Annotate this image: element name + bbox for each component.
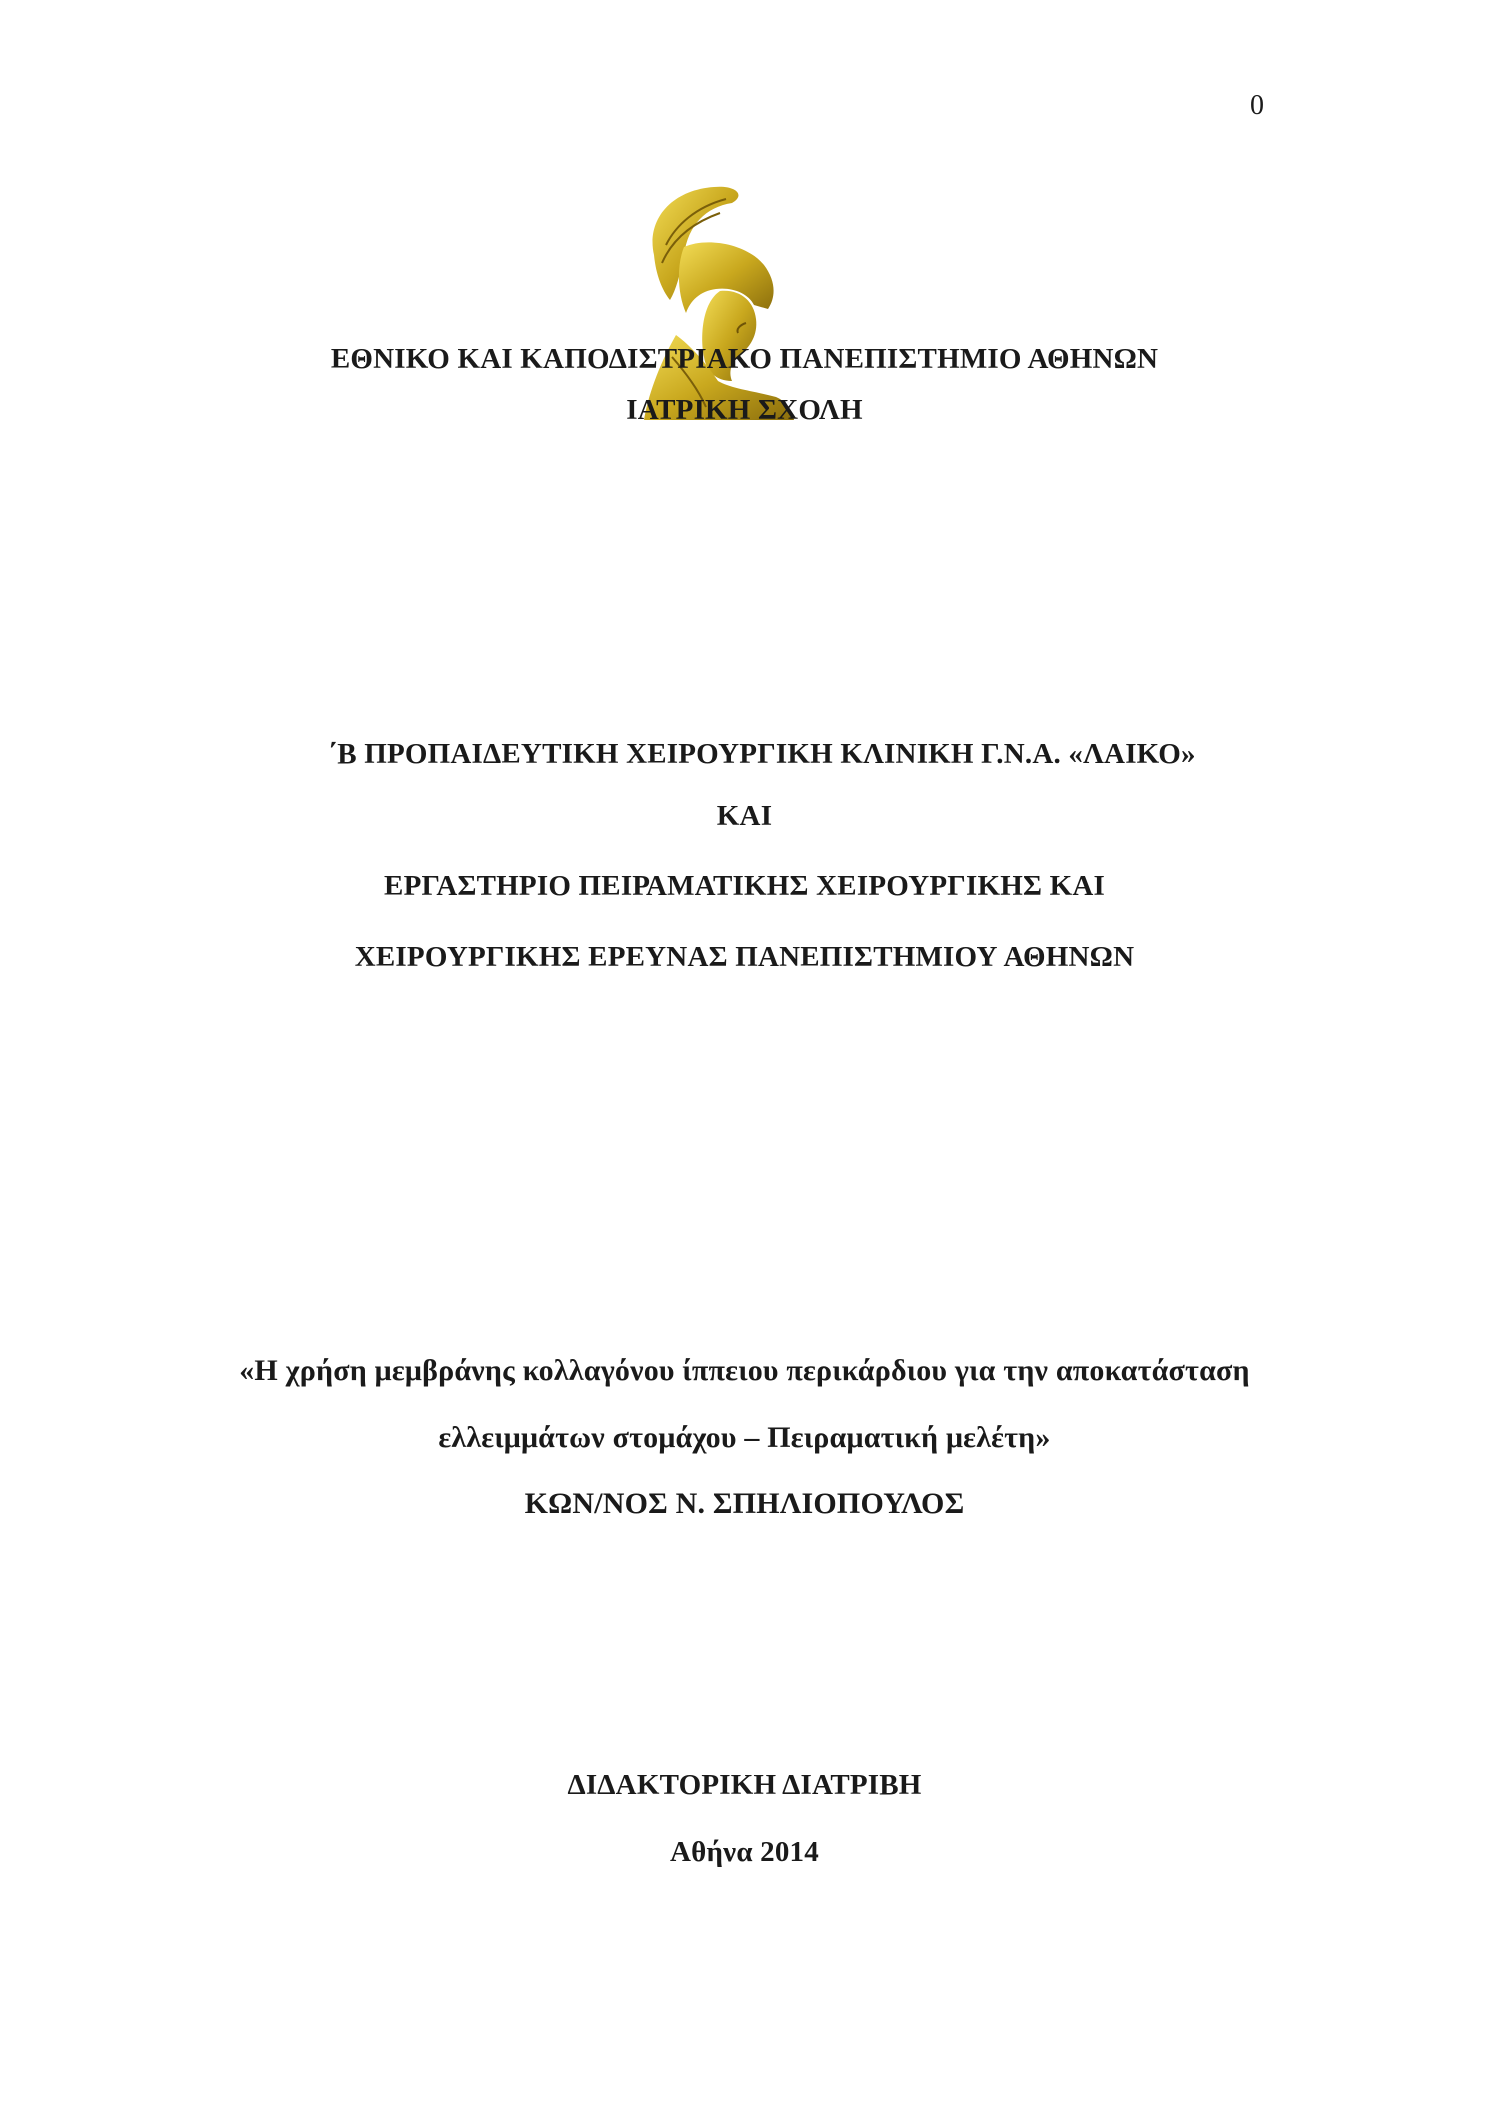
page-number: 0 [1250,90,1264,121]
place-and-year: Αθήνα 2014 [670,1836,819,1868]
thesis-title-line2: ελλειμμάτων στομάχου – Πειραματική μελέτη» [438,1421,1051,1454]
conjunction: ΚΑΙ [716,800,773,832]
author-name: ΚΩΝ/ΝΟΣ Ν. ΣΠΗΛΙΟΠΟΥΛΟΣ [524,1487,965,1520]
thesis-title-line1: «Η χρήση μεμβράνης κολλαγόνου ίππειου περικάρδιου για την αποκατάσταση [239,1354,1250,1387]
university-name: ΕΘΝΙΚΟ ΚΑΙ ΚΑΠΟΔΙΣΤΡΙΑΚΟ ΠΑΝΕΠΙΣΤΗΜΙΟ ΑΘΗΝΩΝ [330,343,1159,375]
athena-helmet-logo [636,185,798,420]
clinic-name: ΄Β ΠΡΟΠΑΙΔΕΥΤΙΚΗ ΧΕΙΡΟΥΡΓΙΚΗ ΚΛΙΝΙΚΗ Γ.Ν.Α. «ΛΑΙΚΟ» [327,738,1196,770]
lab-name-line2: ΧΕΙΡΟΥΡΓΙΚΗΣ ΕΡΕΥΝΑΣ ΠΑΝΕΠΙΣΤΗΜΙΟΥ ΑΘΗΝΩΝ [354,941,1135,973]
document-type: ΔΙΔΑΚΤΟΡΙΚΗ ΔΙΑΤΡΙΒΗ [567,1769,922,1801]
school-name: ΙΑΤΡΙΚΗ ΣΧΟΛΗ [626,394,863,426]
lab-name-line1: ΕΡΓΑΣΤΗΡΙΟ ΠΕΙΡΑΜΑΤΙΚΗΣ ΧΕΙΡΟΥΡΓΙΚΗΣ ΚΑΙ [384,870,1105,902]
